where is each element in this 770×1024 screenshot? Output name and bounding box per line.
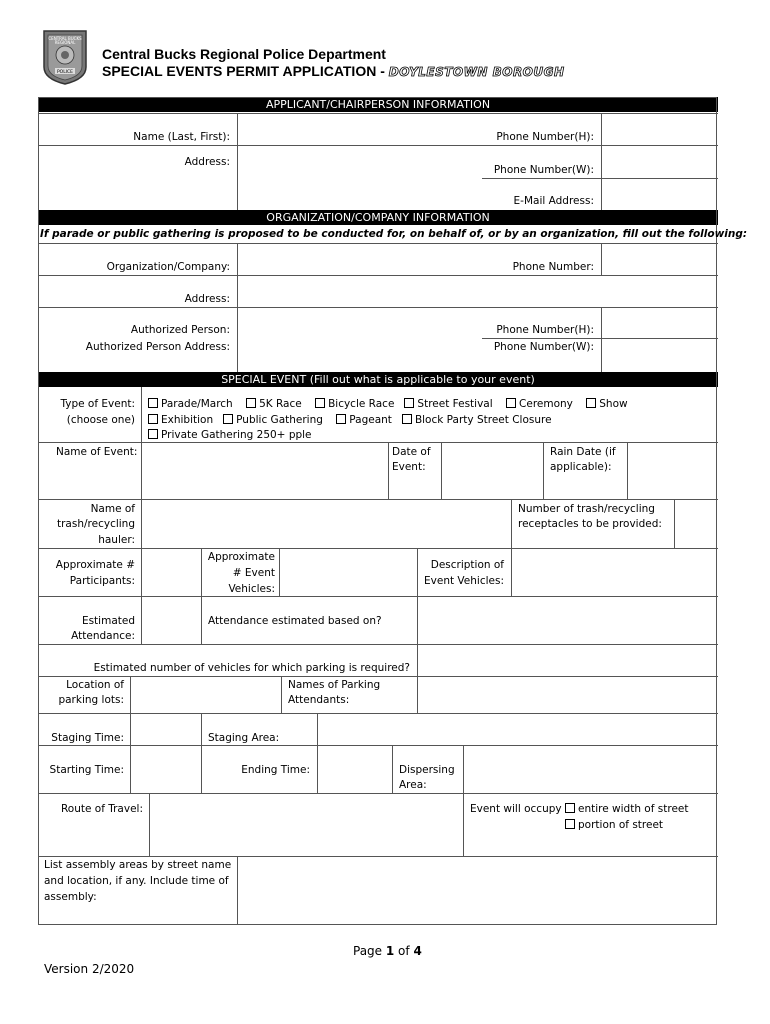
checkbox-icon [586,398,596,408]
assembly-label-1: List assembly areas by street name [44,859,232,871]
dispersing-area-label-2: Area: [399,779,427,791]
occupy-portion-option[interactable]: portion of street [565,817,663,833]
applicant-address-label: Address: [184,156,230,168]
option-exhibition[interactable]: Exhibition [148,414,213,426]
borough-name: DOYLESTOWN BOROUGH [388,65,565,79]
route-label: Route of Travel: [60,803,143,815]
attendance-label-1: Estimated [81,615,135,627]
applicant-phone-h-field[interactable] [602,114,717,144]
event-type-options-row2 [148,412,552,428]
authorized-address-label: Authorized Person Address: [85,341,230,353]
authorized-phone-w-label: Phone Number(W): [493,341,594,353]
participants-field[interactable] [142,549,201,595]
option-block-party[interactable]: Block Party Street Closure [402,414,552,426]
checkbox-icon [565,803,575,813]
event-vehicles-label-1: Approximate [207,551,275,563]
checkbox-icon [148,414,158,424]
organization-phone-field[interactable] [602,244,717,274]
checkbox-icon [246,398,256,408]
parking-required-label: Estimated number of vehicles for which parking is required? [93,662,410,674]
applicant-name-label: Name (Last, First): [133,131,230,143]
starting-time-label: Starting Time: [49,764,124,776]
starting-time-field[interactable] [131,746,201,792]
staging-time-field[interactable] [131,714,201,744]
special-event-section-header: SPECIAL EVENT (Fill out what is applicable to your event) [38,372,718,387]
organization-label: Organization/Company: [106,261,230,273]
assembly-field[interactable] [238,857,717,924]
participants-label-1: Approximate # [55,559,135,571]
checkbox-icon [315,398,325,408]
parking-attendants-label-2: Attendants: [288,694,350,706]
organization-note: If parade or public gathering is proposed to be conducted for, on behalf of, or by an organization, fill out the following: [40,228,748,240]
hauler-label-3: hauler: [98,534,135,546]
applicant-email-field[interactable] [602,179,717,209]
event-type-label: Type of Event: [60,398,135,410]
hauler-field[interactable] [142,500,510,547]
attendance-basis-field[interactable] [418,597,717,643]
department-name: Central Bucks Regional Police Department [102,46,386,62]
event-type-options-row1 [148,396,628,412]
event-date-field[interactable] [442,443,543,498]
checkbox-icon [223,414,233,424]
vehicle-description-field[interactable] [512,549,717,595]
applicant-phone-h-label: Phone Number(H): [496,131,594,143]
organization-address-field[interactable] [238,276,717,306]
route-field[interactable] [150,794,463,855]
rain-date-field[interactable] [628,443,717,498]
assembly-label-2: and location, if any. Include time of [44,875,229,887]
option-ceremony[interactable]: Ceremony [506,398,573,410]
authorized-person-label: Authorized Person: [130,324,230,336]
dispersing-area-field[interactable] [464,746,717,792]
event-name-label: Name of Event: [56,446,138,458]
option-pageant[interactable]: Pageant [336,414,392,426]
attendance-field[interactable] [142,597,201,643]
hauler-label-2: trash/recycling [57,518,135,530]
event-name-field[interactable] [142,443,388,498]
option-public-gathering[interactable]: Public Gathering [223,414,323,426]
authorized-phone-h-label: Phone Number(H): [496,324,594,336]
event-vehicles-label-3: Vehicles: [228,583,275,595]
svg-text:REGIONAL: REGIONAL [54,40,76,45]
authorized-phone-h-field[interactable] [602,308,717,338]
applicant-phone-w-field[interactable] [602,146,717,177]
attendance-label-2: Attendance: [71,630,135,642]
option-show[interactable]: Show [586,398,627,410]
version-label: Version 2/2020 [44,962,135,976]
occupy-entire-width-option[interactable]: entire width of street [565,801,688,817]
receptacles-label-2: receptacles to be provided: [518,518,662,530]
vehicle-description-label-1: Description of [430,559,504,571]
parking-required-field[interactable] [418,645,717,675]
parking-attendants-field[interactable] [418,677,717,712]
rain-date-label-1: Rain Date (if [550,446,616,458]
option-parade[interactable]: Parade/March [148,398,233,410]
hauler-label-1: Name of [90,503,135,515]
checkbox-icon [148,398,158,408]
option-private-gathering[interactable]: Private Gathering 250+ pple [148,429,312,441]
option-street-festival[interactable]: Street Festival [404,398,492,410]
ending-time-label: Ending Time: [241,764,310,776]
organization-section-header: ORGANIZATION/COMPANY INFORMATION [38,210,718,225]
event-type-options-row3 [148,427,312,443]
assembly-label-3: assembly: [44,891,97,903]
event-vehicles-field[interactable] [280,549,417,595]
organization-address-label: Address: [184,293,230,305]
authorized-phone-w-field[interactable] [602,339,717,371]
checkbox-icon [402,414,412,424]
staging-time-label: Staging Time: [51,732,124,744]
ending-time-field[interactable] [318,746,392,792]
svg-text:CENTRAL BUCKS: CENTRAL BUCKS [48,36,82,41]
receptacles-field[interactable] [675,500,717,547]
checkbox-icon [336,414,346,424]
applicant-email-label: E-Mail Address: [513,195,594,207]
dispersing-area-label-1: Dispersing [399,764,455,776]
checkbox-icon [148,429,158,439]
parking-lots-label-2: parking lots: [58,694,124,706]
police-badge-logo [40,27,90,85]
staging-area-field[interactable] [318,714,717,744]
event-date-label-2: Event: [392,461,426,473]
receptacles-label-1: Number of trash/recycling [518,503,655,515]
parking-attendants-label-1: Names of Parking [288,679,381,691]
page-number: Page 1 of 4 [353,944,422,958]
applicant-section-header: APPLICANT/CHAIRPERSON INFORMATION [38,97,718,112]
form-title: SPECIAL EVENTS PERMIT APPLICATION - DOYLESTOWN BOROUGH [102,63,565,79]
attendance-basis-label: Attendance estimated based on? [208,615,382,627]
svg-text:POLICE: POLICE [56,70,74,75]
vehicle-description-label-2: Event Vehicles: [424,575,504,587]
event-vehicles-label-2: # Event [232,567,275,579]
parking-lots-label-1: Location of [66,679,124,691]
event-date-label-1: Date of [392,446,431,458]
rain-date-label-2: applicable): [550,461,612,473]
checkbox-icon [404,398,414,408]
organization-phone-label: Phone Number: [512,261,594,273]
staging-area-label: Staging Area: [208,732,280,744]
checkbox-icon [565,819,575,829]
checkbox-icon [506,398,516,408]
participants-label-2: Participants: [69,575,135,587]
occupy-label: Event will occupy [470,803,562,815]
applicant-phone-w-label: Phone Number(W): [493,164,594,176]
option-5k-race[interactable]: 5K Race [246,398,302,410]
option-bicycle-race[interactable]: Bicycle Race [315,398,394,410]
parking-lots-field[interactable] [131,677,281,712]
event-type-hint: (choose one) [66,414,135,426]
